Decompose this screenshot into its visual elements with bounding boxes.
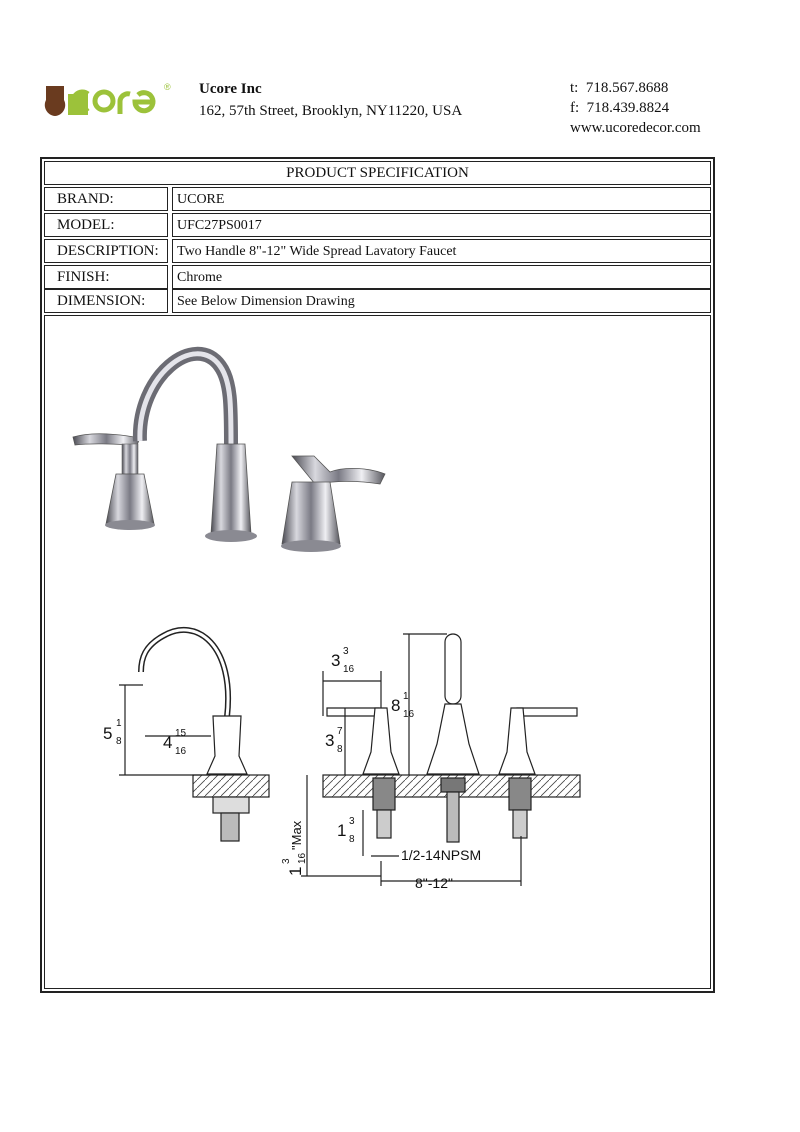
spec-value: UCORE: [172, 187, 711, 211]
dim-handle-offset: 3: [331, 651, 341, 670]
spec-value: Chrome: [172, 265, 711, 289]
fax-number: 718.439.8824: [586, 100, 670, 116]
fax-row: [570, 98, 701, 118]
ucore-logo: [44, 80, 184, 122]
spec-label: MODEL:: [44, 213, 168, 237]
dim-handle-height: 3: [325, 731, 335, 750]
company-info: [199, 78, 462, 122]
svg-text:3: 3: [281, 858, 292, 864]
fax-label: f:: [570, 100, 580, 116]
phone-row: [570, 78, 701, 98]
spec-label: FINISH:: [44, 265, 168, 289]
svg-text:®: ®: [164, 82, 171, 92]
svg-text:15: 15: [175, 728, 187, 739]
spec-row-brand: [44, 187, 711, 211]
svg-text:8: 8: [337, 744, 343, 755]
svg-text:3: 3: [349, 816, 355, 827]
phone-label: t:: [570, 80, 579, 96]
dim-spout-height: 5: [103, 724, 113, 743]
spec-row-dimension: [44, 289, 711, 313]
faucet-photo: [73, 354, 385, 552]
dim-spout-reach: 4: [163, 733, 173, 752]
svg-text:16: 16: [297, 852, 308, 864]
svg-text:8: 8: [116, 736, 122, 747]
contact-info: [570, 78, 701, 138]
website[interactable]: www.ucoredecor.com: [570, 120, 701, 136]
company-name: Ucore Inc: [199, 81, 262, 97]
phone-number: 718.567.8688: [585, 80, 669, 96]
spec-row-finish: [44, 265, 711, 289]
dim-shank: 1: [337, 821, 347, 840]
svg-text:3: 3: [343, 646, 349, 657]
svg-text:1: 1: [403, 691, 409, 702]
dim-thread: 1/2-14NPSM: [401, 847, 482, 863]
dim-max-label: "Max: [289, 820, 304, 850]
spec-value: UFC27PS0017: [172, 213, 711, 237]
dimension-labels: [103, 646, 481, 891]
spec-value: See Below Dimension Drawing: [172, 289, 711, 313]
product-specification: [40, 157, 715, 993]
logo-text: ucore: [44, 80, 47, 81]
faucet-illustration: [45, 316, 712, 990]
spec-row-description: [44, 239, 711, 263]
svg-text:16: 16: [403, 709, 415, 720]
spec-label: BRAND:: [44, 187, 168, 211]
svg-text:7: 7: [337, 726, 343, 737]
dim-total-height: 8: [391, 696, 401, 715]
figure-area: [44, 315, 711, 989]
spec-label: DESCRIPTION:: [44, 239, 168, 263]
dim-spread: 8"-12": [415, 875, 453, 891]
spec-title: PRODUCT SPECIFICATION: [44, 161, 711, 185]
spec-label: DIMENSION:: [44, 289, 168, 313]
svg-text:8: 8: [349, 834, 355, 845]
spec-value: Two Handle 8"-12" Wide Spread Lavatory Faucet: [172, 239, 711, 263]
dim-max-deck: 1: [286, 866, 305, 876]
svg-text:16: 16: [175, 746, 187, 757]
company-address: 162, 57th Street, Brooklyn, NY11220, USA: [199, 103, 463, 119]
svg-text:16: 16: [343, 664, 355, 675]
svg-text:1: 1: [116, 718, 122, 729]
spec-row-model: [44, 213, 711, 237]
